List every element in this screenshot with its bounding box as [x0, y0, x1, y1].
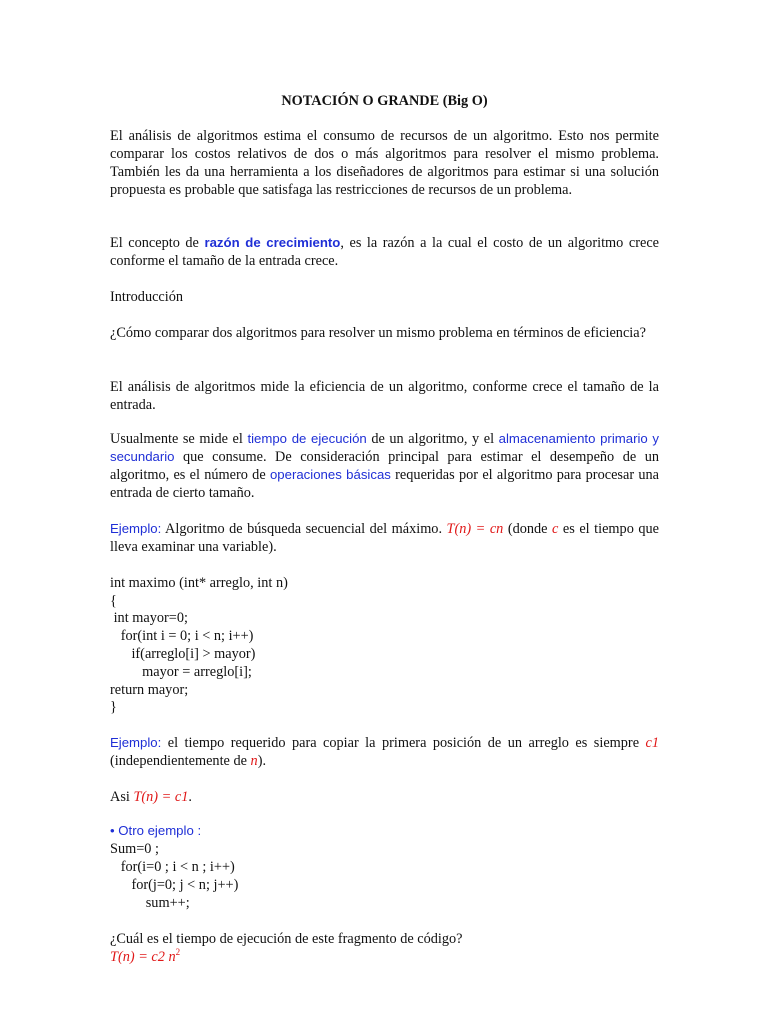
heading-introduccion: Introducción	[110, 289, 184, 305]
document-title: NOTACIÓN O GRANDE (Big O)	[281, 93, 488, 109]
term-storage: almacenamiento primario y secundario	[110, 431, 659, 464]
paragraph-question-compare: ¿Cómo comparar dos algoritmos para resolver un mismo problema en términos de eficiencia?	[110, 325, 646, 341]
heading-otro-ejemplo: • Otro ejemplo :	[110, 823, 202, 838]
code-line: for(int i = 0; i < n; i++)	[110, 628, 254, 644]
paragraph-example-max: Ejemplo: Algoritmo de búsqueda secuencial del máximo. T(n) = cn (donde c es el tiempo que lleva examinar una variable).	[110, 521, 659, 555]
paragraph-question-runtime: ¿Cuál es el tiempo de ejecución de este fragmento de código?	[110, 931, 463, 947]
term-execution-time: tiempo de ejecución	[247, 431, 367, 446]
code-line: {	[110, 593, 117, 609]
code-line: for(i=0 ; i < n ; i++)	[110, 859, 235, 875]
formula-tn-c1: T(n) = c1	[133, 789, 189, 805]
paragraph-growth-rate: El concepto de razón de crecimiento, es la razón a la cual el costo de un algoritmo crece conforme el tamaño de la entrada crece.	[110, 235, 660, 269]
term-basic-operations: operaciones básicas	[269, 467, 391, 482]
formula-tn-cn: T(n) = cn	[446, 521, 504, 537]
example-label: Ejemplo:	[110, 521, 162, 536]
paragraph-asi: Asi T(n) = c1.	[110, 789, 192, 805]
code-line: sum++;	[110, 895, 190, 911]
code-line: for(j=0; j < n; j++)	[110, 877, 239, 893]
example-label: Ejemplo:	[110, 735, 162, 750]
code-line: mayor = arreglo[i];	[110, 664, 252, 680]
code-line: Sum=0 ;	[110, 841, 159, 857]
formula-tn-c2n2: T(n) = c2 $n^2$	[110, 947, 181, 965]
code-line: int mayor=0;	[110, 610, 188, 626]
paragraph-efficiency: El análisis de algoritmos mide la eficiencia de un algoritmo, conforme crece el tamaño de la entrada.	[110, 379, 659, 413]
code-line: return mayor;	[110, 682, 189, 698]
paragraph-measurement: Usualmente se mide el tiempo de ejecución de un algoritmo, y el almacenamiento primario y secundario que consume. De consideración principal para estimar el desempeño de un algoritmo, es el número de operaciones básicas requeridas por el algoritmo para procesar una entrada de cierto tamaño.	[110, 431, 659, 501]
code-line: if(arreglo[i] > mayor)	[110, 646, 256, 662]
paragraph-intro-analysis: El análisis de algoritmos estima el consumo de recursos de un algoritmo. Esto nos permite comparar los costos relativos de dos o más algoritmos para resolver el mismo problema. También les da una herramienta a los diseñadores de algoritmos para estimar si una solución propuesta es probable que satisfaga las restricciones de recursos de un problema.	[110, 128, 659, 198]
code-line: }	[110, 699, 117, 715]
term-growth-rate: razón de crecimiento	[204, 235, 341, 250]
code-line: int maximo (int* arreglo, int n)	[110, 575, 288, 591]
paragraph-example-copy: Ejemplo: el tiempo requerido para copiar la primera posición de un arreglo es siempre c1 (independientemente de n).	[110, 735, 659, 769]
